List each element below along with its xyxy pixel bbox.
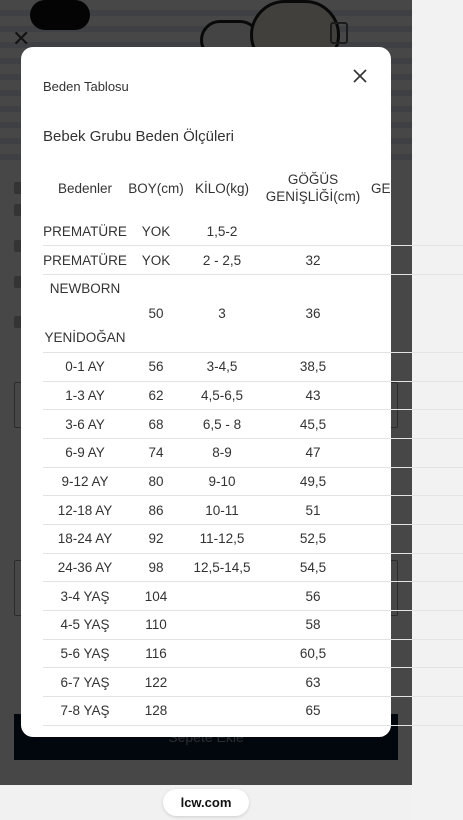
close-icon [353, 69, 367, 83]
table-row [43, 553, 463, 582]
cell-size: 9-12 AY [43, 467, 127, 496]
column-header-clipped: GE [371, 180, 391, 196]
cell-chest: 32 [259, 246, 367, 275]
cell-clipped [367, 410, 463, 439]
cell-height: 92 [127, 525, 185, 554]
cell-clipped [367, 496, 463, 525]
size-table-scroll[interactable] [43, 159, 391, 719]
cell-weight [185, 582, 259, 611]
cell-clipped [367, 697, 463, 726]
size-table [43, 159, 463, 726]
cell-chest: 47 [259, 438, 367, 467]
cell-weight: 10-11 [185, 496, 259, 525]
cell-weight [185, 668, 259, 697]
table-row [43, 525, 463, 554]
table-header-row [43, 159, 463, 217]
modal-title: Beden Tablosu [43, 79, 129, 94]
cell-height: 86 [127, 496, 185, 525]
cell-chest: 65 [259, 697, 367, 726]
cell-size: 12-18 AY [43, 496, 127, 525]
cell-weight: 12,5-14,5 [185, 553, 259, 582]
table-row [43, 352, 463, 381]
cell-weight [185, 697, 259, 726]
cell-height: 74 [127, 438, 185, 467]
table-row [43, 467, 463, 496]
cell-chest: 49,5 [259, 467, 367, 496]
cell-weight: 9-10 [185, 467, 259, 496]
cell-chest: 45,5 [259, 410, 367, 439]
table-row [43, 496, 463, 525]
cell-height: 80 [127, 467, 185, 496]
cell-chest: 56 [259, 582, 367, 611]
cell-clipped [367, 668, 463, 697]
column-header-chest: GÖĞÜS GENİŞLİĞİ(cm) [265, 172, 361, 204]
cell-size: 6-7 YAŞ [43, 668, 127, 697]
cell-height: 122 [127, 668, 185, 697]
cell-clipped [367, 438, 463, 467]
url-bar[interactable]: lcw.com [163, 789, 250, 816]
cell-size: 7-8 YAŞ [43, 697, 127, 726]
cell-size: PREMATÜRE [43, 217, 127, 246]
cell-weight: 11-12,5 [185, 525, 259, 554]
cell-height: 110 [127, 611, 185, 640]
cell-size: 24-36 AY [43, 553, 127, 582]
cell-size: 3-6 AY [43, 410, 127, 439]
table-row [43, 381, 463, 410]
cell-size: 0-1 AY [43, 352, 127, 381]
table-row [43, 274, 463, 352]
cell-chest: 63 [259, 668, 367, 697]
column-header-height: BOY(cm) [128, 180, 184, 196]
cell-weight: 1,5-2 [185, 217, 259, 246]
cell-chest: 58 [259, 611, 367, 640]
cell-weight [185, 611, 259, 640]
cell-height: 128 [127, 697, 185, 726]
cell-height: 98 [127, 553, 185, 582]
cell-chest: 43 [259, 381, 367, 410]
cell-height: 68 [127, 410, 185, 439]
cell-size: 6-9 AY [43, 438, 127, 467]
cell-weight: 3 [185, 274, 259, 352]
cell-height: 50 [127, 274, 185, 352]
cell-clipped [367, 525, 463, 554]
cell-weight: 8-9 [185, 438, 259, 467]
cell-clipped [367, 246, 463, 275]
table-row [43, 668, 463, 697]
table-row [43, 217, 463, 246]
cell-clipped [367, 467, 463, 496]
cell-clipped [367, 352, 463, 381]
close-button[interactable] [347, 63, 373, 89]
cell-clipped [367, 553, 463, 582]
table-row [43, 410, 463, 439]
table-row [43, 582, 463, 611]
cell-height: 56 [127, 352, 185, 381]
cell-weight [185, 639, 259, 668]
cell-clipped [367, 582, 463, 611]
browser-bottom-bar [0, 785, 412, 820]
cell-size: 4-5 YAŞ [43, 611, 127, 640]
cell-weight: 2 - 2,5 [185, 246, 259, 275]
cell-weight: 4,5-6,5 [185, 381, 259, 410]
cell-size: 5-6 YAŞ [43, 639, 127, 668]
cell-clipped [367, 639, 463, 668]
table-row [43, 438, 463, 467]
size-chart-modal [21, 47, 391, 737]
cell-height: YOK [127, 217, 185, 246]
cell-chest: 60,5 [259, 639, 367, 668]
cell-weight: 3-4,5 [185, 352, 259, 381]
cell-size: PREMATÜRE [43, 246, 127, 275]
cell-chest: 51 [259, 496, 367, 525]
section-title: Bebek Grubu Beden Ölçüleri [43, 128, 234, 145]
cell-clipped [367, 274, 463, 352]
table-row [43, 611, 463, 640]
cell-height: 104 [127, 582, 185, 611]
cell-height: 116 [127, 639, 185, 668]
cell-chest: 54,5 [259, 553, 367, 582]
cell-chest [259, 217, 367, 246]
cell-size: 1-3 AY [43, 381, 127, 410]
cell-height: YOK [127, 246, 185, 275]
cell-chest: 38,5 [259, 352, 367, 381]
column-header-weight: KİLO(kg) [194, 180, 249, 196]
column-header-size: Bedenler [57, 180, 113, 196]
cell-clipped [367, 217, 463, 246]
cell-weight: 6,5 - 8 [185, 410, 259, 439]
cell-size: 3-4 YAŞ [43, 582, 127, 611]
cell-height: 62 [127, 381, 185, 410]
cell-clipped [367, 381, 463, 410]
cell-size: 18-24 AY [43, 525, 127, 554]
table-row [43, 639, 463, 668]
cell-clipped [367, 611, 463, 640]
cell-chest: 52,5 [259, 525, 367, 554]
table-row [43, 246, 463, 275]
cell-size: NEWBORN YENİDOĞAN [43, 274, 127, 352]
cell-chest: 36 [259, 274, 367, 352]
table-row [43, 697, 463, 726]
